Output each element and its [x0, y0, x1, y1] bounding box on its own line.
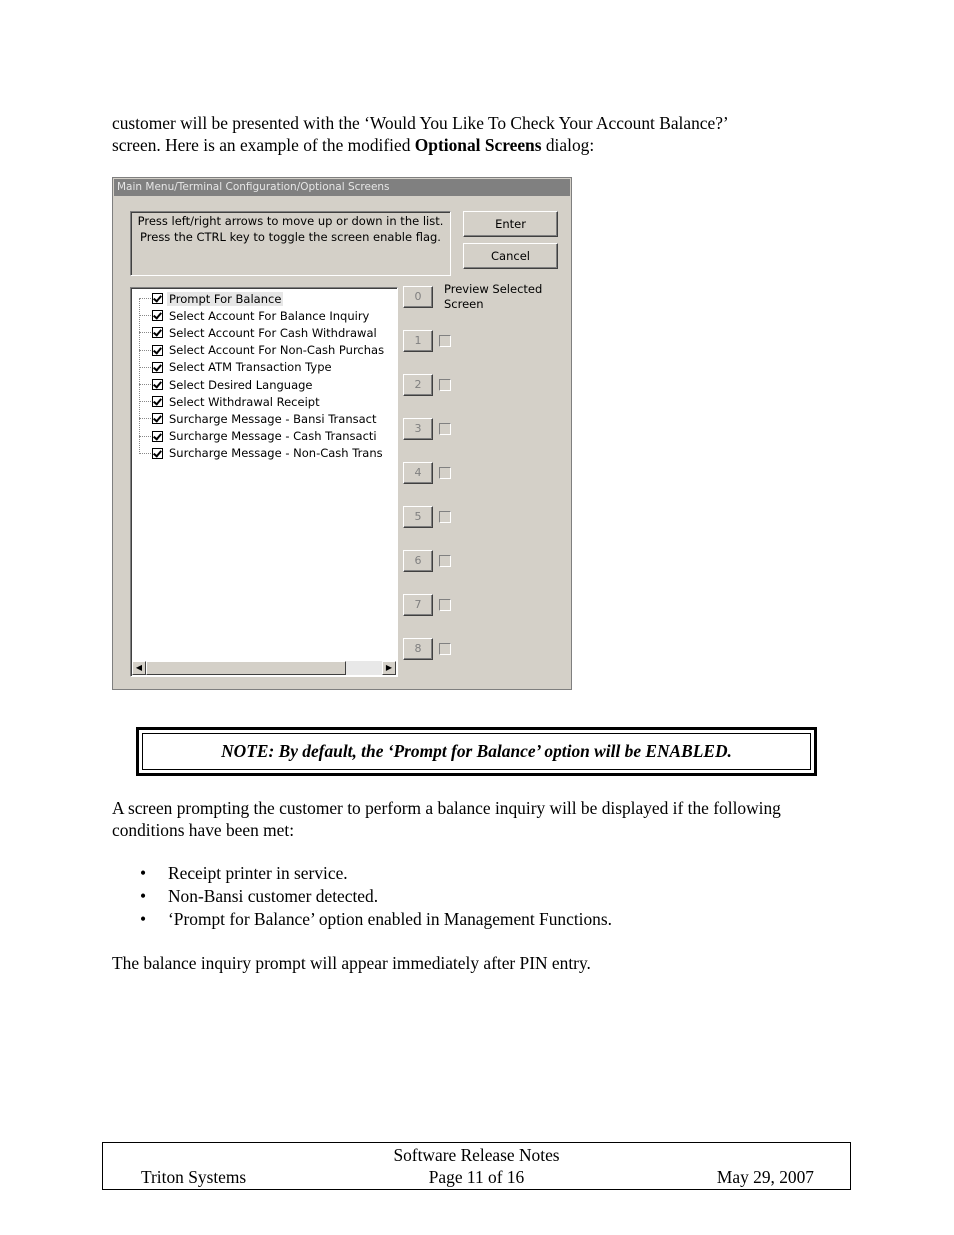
- tree-item-label: Select Desired Language: [169, 377, 313, 392]
- enable-checkbox-6[interactable]: [439, 555, 451, 567]
- checkbox-icon[interactable]: [152, 293, 163, 304]
- list-item-text: ‘Prompt for Balance’ option enabled in Management Functions.: [168, 909, 612, 929]
- conditions-line-1: A screen prompting the customer to perform a balance inquiry will be displayed if the following: [112, 798, 781, 818]
- enable-checkbox-8[interactable]: [439, 643, 451, 655]
- tree-item-label: Select Account For Balance Inquiry: [169, 308, 370, 323]
- preview-button-8[interactable]: 8: [403, 638, 433, 660]
- tree-connector: [139, 436, 151, 437]
- tree-item-label: Prompt For Balance: [169, 291, 282, 306]
- list-item: [112, 862, 852, 885]
- footer-title: Software Release Notes: [393, 1145, 560, 1165]
- checkbox-icon[interactable]: [152, 431, 163, 442]
- preview-button-3[interactable]: 3: [403, 418, 433, 440]
- tree-connector: [139, 453, 151, 454]
- cancel-button[interactable]: Cancel: [463, 243, 558, 269]
- tree-connector: [139, 384, 151, 385]
- scrollbar-thumb[interactable]: [146, 661, 346, 675]
- tree-item[interactable]: [139, 290, 283, 307]
- enable-checkbox-2[interactable]: [439, 379, 451, 391]
- list-item: [112, 885, 852, 908]
- bullet-icon: •: [140, 909, 147, 929]
- tree-item-label: Surcharge Message - Non-Cash Trans: [169, 446, 383, 461]
- tree-item[interactable]: [139, 307, 371, 324]
- bullet-icon: •: [140, 886, 147, 906]
- checkbox-icon[interactable]: [152, 327, 163, 338]
- bullet-icon: •: [140, 863, 147, 883]
- checkbox-icon[interactable]: [152, 310, 163, 321]
- scroll-right-arrow-icon[interactable]: ▶: [382, 661, 396, 675]
- checkbox-icon[interactable]: [152, 396, 163, 407]
- intro-line-2-end: dialog:: [541, 135, 595, 155]
- page-footer: [102, 1142, 851, 1190]
- checkbox-icon[interactable]: [152, 379, 163, 390]
- horizontal-scrollbar[interactable]: [132, 661, 396, 675]
- enter-button[interactable]: Enter: [463, 211, 558, 237]
- instructions-box: Press left/right arrows to move up or down in the list. Press the CTRL key to toggle the screen enable flag.: [130, 211, 451, 276]
- checkbox-icon[interactable]: [152, 413, 163, 424]
- preview-selected-screen-label: Preview Selected Screen: [444, 282, 543, 311]
- checkbox-icon[interactable]: [152, 448, 163, 459]
- intro-line-2: [112, 134, 852, 156]
- preview-button-2[interactable]: 2: [403, 374, 433, 396]
- closing-paragraph: The balance inquiry prompt will appear immediately after PIN entry.: [112, 953, 591, 973]
- intro-line-2-start: screen. Here is an example of the modified: [112, 135, 415, 155]
- tree-connector: [139, 332, 151, 333]
- note-box: [136, 727, 817, 776]
- preview-button-5[interactable]: 5: [403, 506, 433, 528]
- preview-button-7[interactable]: 7: [403, 594, 433, 616]
- tree-item-label: Select Withdrawal Receipt: [169, 394, 320, 409]
- enable-checkbox-4[interactable]: [439, 467, 451, 479]
- footer-date: May 29, 2007: [716, 1167, 814, 1187]
- screens-tree-list[interactable]: [130, 287, 398, 677]
- tree-connector: [139, 350, 151, 351]
- tree-item-label: Surcharge Message - Cash Transacti: [169, 429, 377, 444]
- footer-company: Triton Systems: [141, 1167, 247, 1187]
- tree-connector: [139, 315, 151, 316]
- conditions-paragraph: [112, 797, 852, 841]
- intro-line-1: customer will be presented with the ‘Would You Like To Check Your Account Balance?’: [112, 113, 729, 133]
- tree-item[interactable]: [139, 342, 386, 359]
- scroll-left-arrow-icon[interactable]: ◀: [132, 661, 146, 675]
- tree-connector: [139, 298, 151, 299]
- tree-item-label: Select Account For Cash Withdrawal: [169, 325, 377, 340]
- list-item: [112, 908, 852, 931]
- tree-item[interactable]: [139, 359, 334, 376]
- enable-checkbox-5[interactable]: [439, 511, 451, 523]
- tree-item-label: Surcharge Message - Bansi Transact: [169, 411, 377, 426]
- dialog-title-bar: Main Menu/Terminal Configuration/Optional Screens: [114, 179, 570, 196]
- intro-bold-term: Optional Screens: [414, 135, 542, 155]
- enable-checkbox-3[interactable]: [439, 423, 451, 435]
- enable-checkbox-1[interactable]: [439, 335, 451, 347]
- intro-paragraph: [112, 112, 852, 156]
- tree-item[interactable]: [139, 393, 322, 410]
- tree-connector: [139, 401, 151, 402]
- preview-button-1[interactable]: 1: [403, 330, 433, 352]
- tree-item[interactable]: [139, 410, 378, 427]
- tree-connector: [139, 367, 151, 368]
- conditions-list: [112, 862, 852, 931]
- tree-item[interactable]: [139, 376, 315, 393]
- preview-button-0[interactable]: 0: [403, 286, 433, 308]
- preview-button-4[interactable]: 4: [403, 462, 433, 484]
- checkbox-icon[interactable]: [152, 345, 163, 356]
- checkbox-icon[interactable]: [152, 362, 163, 373]
- footer-page-number: Page 11 of 16: [428, 1167, 525, 1187]
- tree-item[interactable]: [139, 445, 385, 462]
- tree-item-label: Select ATM Transaction Type: [169, 360, 332, 375]
- enable-checkbox-7[interactable]: [439, 599, 451, 611]
- conditions-line-2: conditions have been met:: [112, 820, 295, 840]
- tree-item-label: Select Account For Non-Cash Purchas: [169, 343, 385, 358]
- optional-screens-dialog: [112, 177, 572, 690]
- tree-item[interactable]: [139, 324, 379, 341]
- tree-item[interactable]: [139, 428, 379, 445]
- list-item-text: Non-Bansi customer detected.: [168, 886, 379, 906]
- list-item-text: Receipt printer in service.: [168, 863, 348, 883]
- tree-connector: [139, 418, 151, 419]
- preview-button-6[interactable]: 6: [403, 550, 433, 572]
- note-text: NOTE: By default, the ‘Prompt for Balance’ option will be ENABLED.: [142, 733, 811, 770]
